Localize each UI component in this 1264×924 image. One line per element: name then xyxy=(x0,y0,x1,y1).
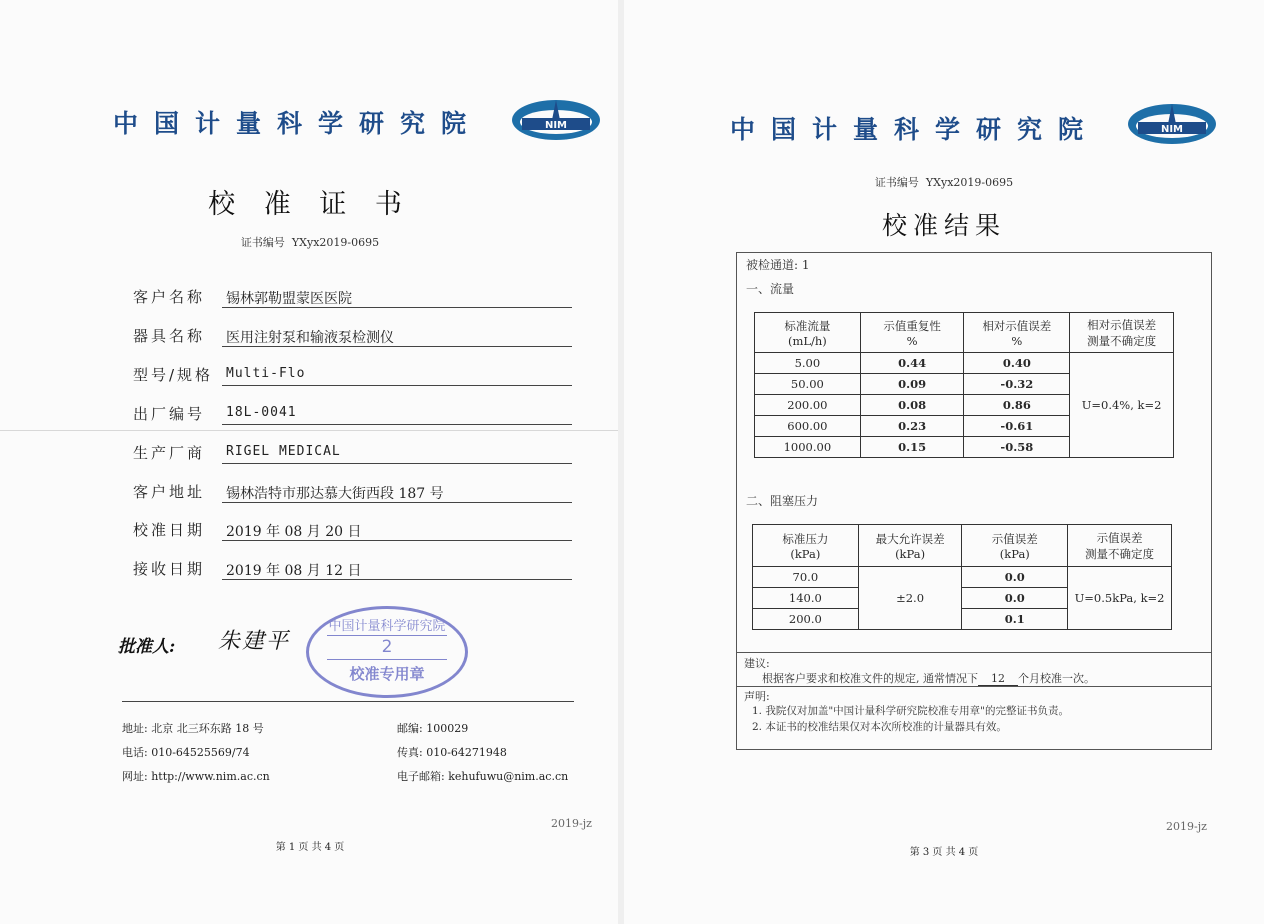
suggestion-label: 建议: xyxy=(744,657,770,670)
table-header-cell: 相对示值误差 测量不确定度 xyxy=(1070,313,1174,353)
relative-error-cell: -0.61 xyxy=(964,416,1070,437)
field-value-model: Multi-Flo xyxy=(226,366,306,381)
pressure-cell: 140.0 xyxy=(753,588,859,609)
contact-address: 地址: 北京 北三环东路 18 号 xyxy=(122,722,264,735)
repeatability-cell: 0.15 xyxy=(860,437,964,458)
field-label-model: 型号/规格 xyxy=(133,366,214,384)
seal-divider xyxy=(327,659,447,660)
field-value-calibration-date: 2019 年 08 月 20 日 xyxy=(226,524,362,540)
seal-number: 2 xyxy=(381,637,393,657)
seal-text-top: 中国计量科学研究院 xyxy=(328,619,446,634)
field-label-client: 客户名称 xyxy=(133,288,206,306)
relative-error-cell: 0.86 xyxy=(964,395,1070,416)
section-flow-heading: 一、流量 xyxy=(746,282,795,296)
table-header-cell: 标准流量 (mL/h) xyxy=(755,313,861,353)
section-divider xyxy=(736,686,1212,687)
svg-text:NIM: NIM xyxy=(1160,124,1184,135)
seal-text-bottom: 校准专用章 xyxy=(349,665,425,683)
table-header-row xyxy=(753,525,1172,567)
pressure-cell: 200.0 xyxy=(753,609,859,630)
field-value-instrument: 医用注射泵和输液泵检测仪 xyxy=(226,330,394,346)
field-label-address: 客户地址 xyxy=(133,483,206,501)
certificate-number: 证书编号 YXyx2019-0695 xyxy=(874,176,1014,189)
repeatability-cell: 0.44 xyxy=(860,353,964,374)
channel-label: 被检通道: 1 xyxy=(746,258,810,272)
page-footer: 第 1 页 共 4 页 xyxy=(275,842,345,853)
flow-cell: 1000.00 xyxy=(755,437,861,458)
field-value-manufacturer: RIGEL MEDICAL xyxy=(226,444,341,459)
table-header-row xyxy=(755,313,1174,353)
table-row xyxy=(753,567,1172,588)
field-underline xyxy=(222,385,572,386)
contact-phone: 电话: 010-64525569/74 xyxy=(122,746,250,759)
institute-name: 中国计量科学研究院 xyxy=(113,109,483,138)
field-underline xyxy=(222,502,572,503)
field-value-receipt-date: 2019 年 08 月 12 日 xyxy=(226,563,362,579)
field-label-serial: 出厂编号 xyxy=(133,405,206,423)
section-pressure-heading: 二、阻塞压力 xyxy=(746,494,819,508)
relative-error-cell: -0.58 xyxy=(964,437,1070,458)
field-underline xyxy=(222,540,572,541)
calibration-interval-value: 12 xyxy=(978,672,1018,686)
indication-error-cell: 0.0 xyxy=(962,588,1068,609)
table-header-cell: 示值误差 测量不确定度 xyxy=(1068,525,1172,567)
relative-error-cell: -0.32 xyxy=(964,374,1070,395)
field-underline xyxy=(222,424,572,425)
approver-signature: 朱建平 xyxy=(218,629,291,654)
pressure-cell: 70.0 xyxy=(753,567,859,588)
flow-table xyxy=(754,312,1174,458)
flow-cell: 600.00 xyxy=(755,416,861,437)
nim-logo-icon xyxy=(1126,102,1218,146)
table-header-cell: 示值误差 (kPa) xyxy=(962,525,1068,567)
repeatability-cell: 0.09 xyxy=(860,374,964,395)
table-row xyxy=(755,353,1174,374)
seal-divider xyxy=(327,635,447,636)
repeatability-cell: 0.08 xyxy=(860,395,964,416)
pressure-uncertainty-cell: U=0.5kPa, k=2 xyxy=(1068,567,1172,630)
flow-uncertainty-cell: U=0.4%, k=2 xyxy=(1070,353,1174,458)
form-code: 2019-jz xyxy=(1166,820,1207,833)
page-footer: 第 3 页 共 4 页 xyxy=(909,847,979,858)
field-value-client: 锡林郭勒盟蒙医医院 xyxy=(226,291,352,307)
certificate-number: 证书编号 YXyx2019-0695 xyxy=(240,236,380,249)
table-header-cell: 最大允许误差 (kPa) xyxy=(858,525,962,567)
certificate-title: 校 准 证 书 xyxy=(208,189,412,220)
field-underline xyxy=(222,463,572,464)
table-header-cell: 示值重复性 % xyxy=(860,313,964,353)
flow-cell: 200.00 xyxy=(755,395,861,416)
table-header-cell: 相对示值误差 % xyxy=(964,313,1070,353)
certificate-page-1 xyxy=(0,0,620,924)
field-underline xyxy=(222,579,572,580)
field-underline xyxy=(222,346,572,347)
svg-text:NIM: NIM xyxy=(544,120,568,131)
pressure-table xyxy=(752,524,1172,630)
max-error-cell: ±2.0 xyxy=(858,567,962,630)
results-title: 校准结果 xyxy=(881,211,1006,240)
contact-fax: 传真: 010-64271948 xyxy=(397,746,507,759)
scan-artifact-line xyxy=(0,430,620,431)
statement-label: 声明: xyxy=(744,690,770,703)
contact-email: 电子邮箱: kehufuwu@nim.ac.cn xyxy=(397,770,569,783)
form-code: 2019-jz xyxy=(551,817,592,830)
indication-error-cell: 0.0 xyxy=(962,567,1068,588)
field-underline xyxy=(222,307,572,308)
relative-error-cell: 0.40 xyxy=(964,353,1070,374)
institute-name: 中国计量科学研究院 xyxy=(730,115,1100,144)
field-label-calibration-date: 校准日期 xyxy=(133,521,206,539)
indication-error-cell: 0.1 xyxy=(962,609,1068,630)
field-label-manufacturer: 生产厂商 xyxy=(133,444,206,462)
nim-logo-icon xyxy=(510,98,602,142)
field-label-instrument: 器具名称 xyxy=(133,327,206,345)
repeatability-cell: 0.23 xyxy=(860,416,964,437)
approver-label: 批准人: xyxy=(118,637,176,657)
contact-postcode: 邮编: 100029 xyxy=(397,722,469,735)
flow-cell: 5.00 xyxy=(755,353,861,374)
certificate-page-3 xyxy=(624,0,1264,924)
flow-cell: 50.00 xyxy=(755,374,861,395)
suggestion-text: 根据客户要求和校准文件的规定, 通常情况下 12 个月校准一次。 xyxy=(762,672,1095,685)
field-value-serial: 18L-0041 xyxy=(226,405,297,420)
section-divider xyxy=(736,652,1212,653)
official-seal xyxy=(306,606,468,698)
field-value-address: 锡林浩特市那达慕大街西段 187 号 xyxy=(226,486,444,502)
footer-divider xyxy=(122,701,574,702)
statement-item-2: 2. 本证书的校准结果仅对本次所校准的计量器具有效。 xyxy=(752,721,1007,733)
statement-item-1: 1. 我院仅对加盖"中国计量科学研究院校准专用章"的完整证书负责。 xyxy=(752,705,1070,717)
table-header-cell: 标准压力 (kPa) xyxy=(753,525,859,567)
field-label-receipt-date: 接收日期 xyxy=(133,560,206,578)
contact-website: 网址: http://www.nim.ac.cn xyxy=(122,770,270,783)
